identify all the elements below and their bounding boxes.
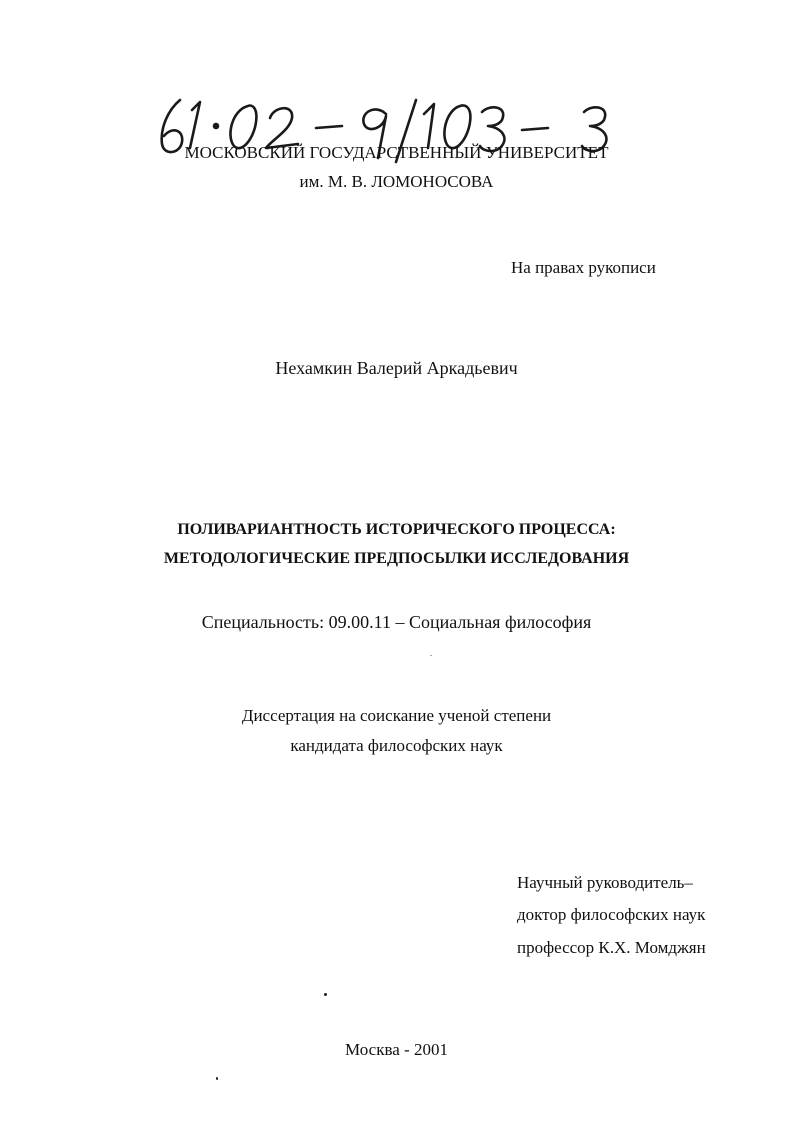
supervisor-role: Научный руководитель– <box>517 873 693 892</box>
university-honorific: им. М. В. ЛОМОНОСОВА <box>299 172 494 191</box>
supervisor-degree: доктор философских наук <box>517 905 706 924</box>
specialty-code: Специальность: 09.00.11 – Социальная философия <box>201 612 592 632</box>
university-name: МОСКОВСКИЙ ГОСУДАРСТВЕННЫЙ УНИВЕРСИТЕТ <box>184 143 609 162</box>
scan-speck <box>430 655 432 656</box>
dissertation-title-line1: ПОЛИВАРИАНТНОСТЬ ИСТОРИЧЕСКОГО ПРОЦЕССА: <box>177 521 616 538</box>
manuscript-rights-note: На правах рукописи <box>511 258 656 277</box>
scan-speck <box>324 993 327 996</box>
degree-line2: кандидата философских наук <box>290 736 503 755</box>
degree-line1: Диссертация на соискание ученой степени <box>241 706 552 725</box>
scan-speck <box>216 1077 218 1080</box>
author-name: Нехамкин Валерий Аркадьевич <box>275 358 518 378</box>
place-and-year: Москва - 2001 <box>345 1040 448 1059</box>
supervisor-name: профессор К.Х. Момджян <box>517 938 706 957</box>
dissertation-title-line2: МЕТОДОЛОГИЧЕСКИЕ ПРЕДПОСЫЛКИ ИССЛЕДОВАНИЯ <box>163 550 630 567</box>
